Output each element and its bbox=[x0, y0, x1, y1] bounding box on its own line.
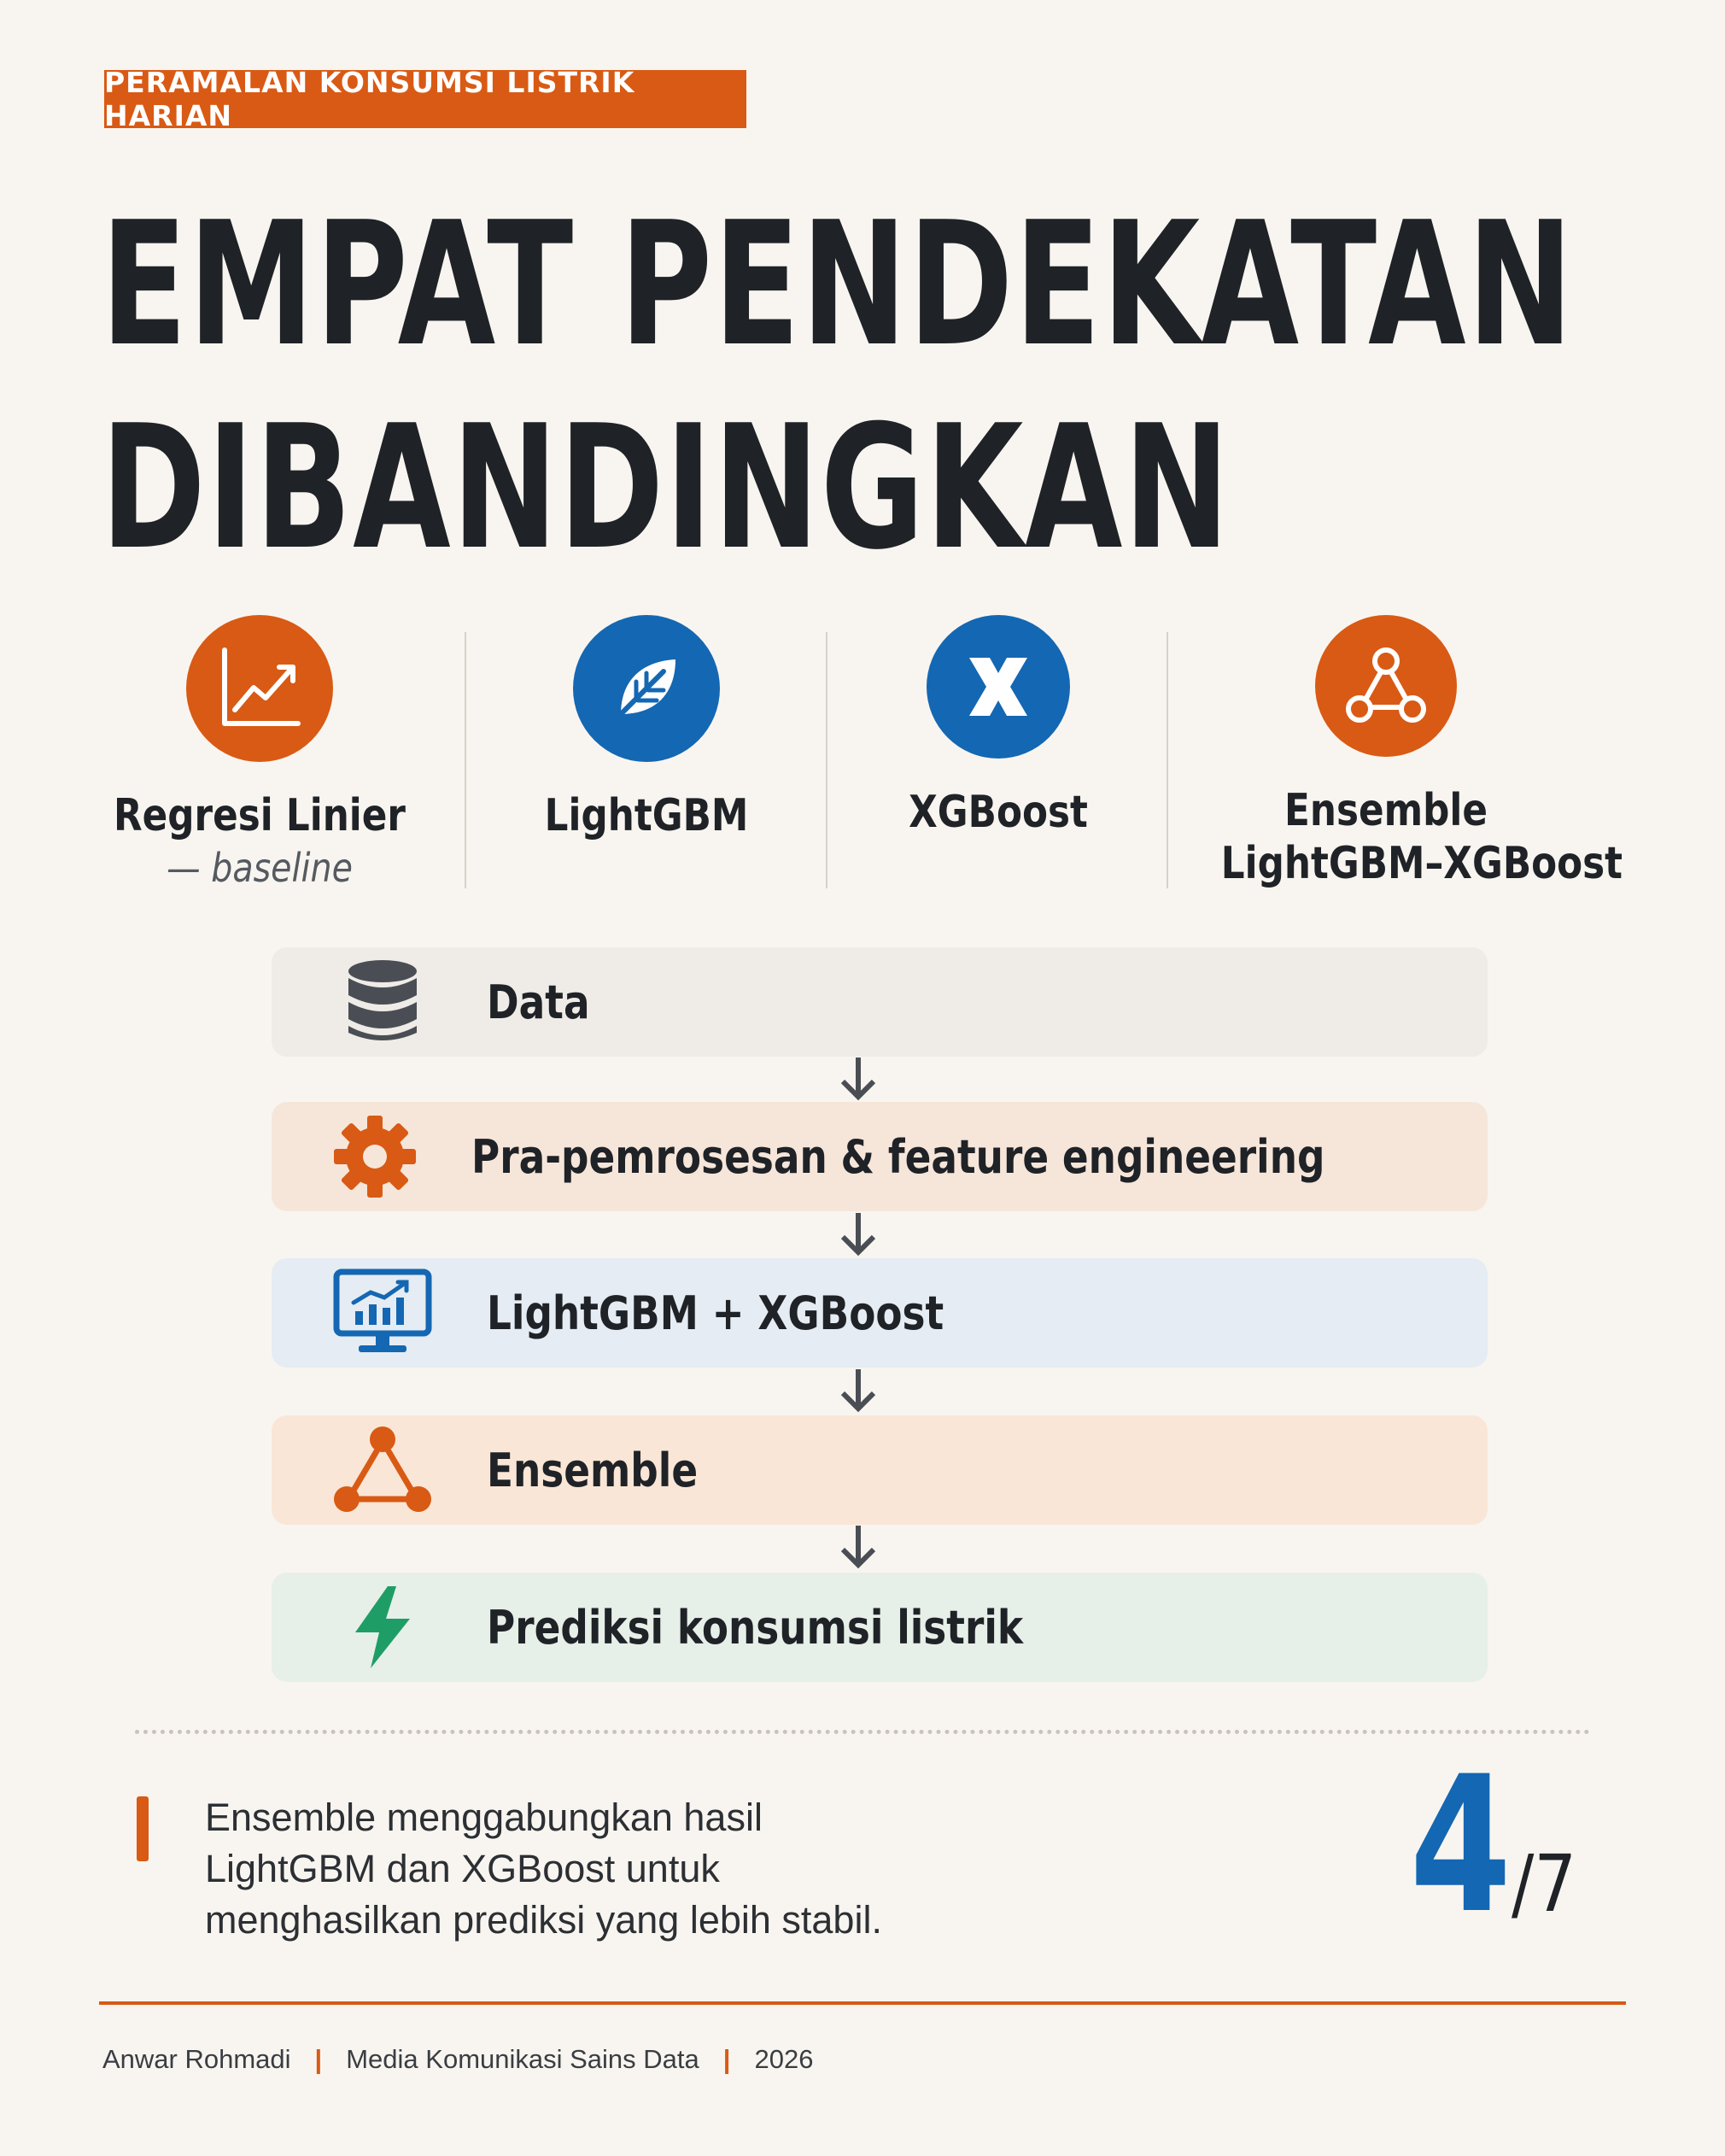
gear-icon bbox=[314, 1114, 436, 1199]
footer-year: 2026 bbox=[754, 2044, 814, 2074]
method-name bbox=[1220, 784, 1623, 890]
summary-note-line-1: Ensemble menggabungkan hasil bbox=[205, 1796, 763, 1839]
footer-publication: Media Komunikasi Sains Data bbox=[346, 2044, 699, 2074]
method-ensemble bbox=[1190, 615, 1623, 890]
arrow-down-icon bbox=[833, 1524, 884, 1570]
title-line-1: EMPAT PENDEKATAN bbox=[101, 185, 1575, 384]
summary-note-line-3: menghasilkan prediksi yang lebih stabil. bbox=[205, 1898, 882, 1942]
method-lightgbm bbox=[450, 615, 843, 842]
pipeline-step-label: Pra-pemrosesan & feature engineering bbox=[471, 1129, 1325, 1184]
x-icon bbox=[927, 615, 1070, 759]
pipeline-step-ensemble bbox=[272, 1415, 1488, 1525]
title-line-2: DIBANDINGKAN bbox=[101, 389, 1231, 588]
method-name-line-2: LightGBM–XGBoost bbox=[1220, 838, 1623, 889]
method-xgboost bbox=[802, 615, 1195, 839]
pipeline-step-label: Ensemble bbox=[487, 1443, 699, 1497]
divider bbox=[1167, 632, 1168, 888]
summary-note-line-2: LightGBM dan XGBoost untuk bbox=[205, 1847, 720, 1890]
network-icon bbox=[1315, 615, 1457, 757]
pipeline-step-prediction bbox=[272, 1573, 1488, 1682]
lightning-icon bbox=[314, 1585, 451, 1670]
methods-row bbox=[0, 615, 1725, 905]
method-name: Regresi Linier bbox=[114, 790, 406, 841]
network-icon bbox=[314, 1426, 451, 1514]
leaf-icon bbox=[573, 615, 720, 762]
method-name: LightGBM bbox=[544, 790, 749, 841]
footer-rule bbox=[99, 2001, 1626, 2005]
arrow-down-icon bbox=[833, 1368, 884, 1414]
pipeline-step-label: LightGBM + XGBoost bbox=[487, 1286, 944, 1340]
pipeline-step-data bbox=[272, 947, 1488, 1057]
arrow-down-icon bbox=[833, 1056, 884, 1102]
database-icon bbox=[314, 959, 451, 1045]
quote-accent-bar bbox=[137, 1796, 149, 1861]
pipeline-step-preprocessing bbox=[272, 1102, 1488, 1211]
footer bbox=[102, 2044, 813, 2075]
pipeline-step-label: Prediksi konsumsi listrik bbox=[487, 1600, 1024, 1655]
method-name: XGBoost bbox=[909, 787, 1088, 838]
summary-note bbox=[205, 1792, 974, 1946]
method-linear-regression bbox=[63, 615, 456, 893]
page-total: /7 bbox=[1512, 1838, 1577, 1930]
footer-author: Anwar Rohmadi bbox=[102, 2044, 291, 2074]
page-current: 4 bbox=[1410, 1736, 1512, 1954]
monitor-chart-icon bbox=[314, 1268, 451, 1357]
pipeline-step-label: Data bbox=[487, 975, 590, 1029]
pipeline-step-models bbox=[272, 1258, 1488, 1368]
dotted-divider bbox=[135, 1730, 1590, 1734]
page-title bbox=[101, 184, 1575, 590]
footer-separator: | bbox=[722, 2044, 731, 2074]
arrow-down-icon bbox=[833, 1211, 884, 1257]
category-tag: PERAMALAN KONSUMSI LISTRIK HARIAN bbox=[104, 70, 746, 128]
method-name-line-1: Ensemble bbox=[1284, 785, 1488, 836]
page-indicator bbox=[1381, 1736, 1588, 1954]
method-subtitle: — baseline bbox=[167, 845, 353, 891]
line-chart-icon bbox=[186, 615, 333, 762]
footer-separator: | bbox=[314, 2044, 323, 2074]
